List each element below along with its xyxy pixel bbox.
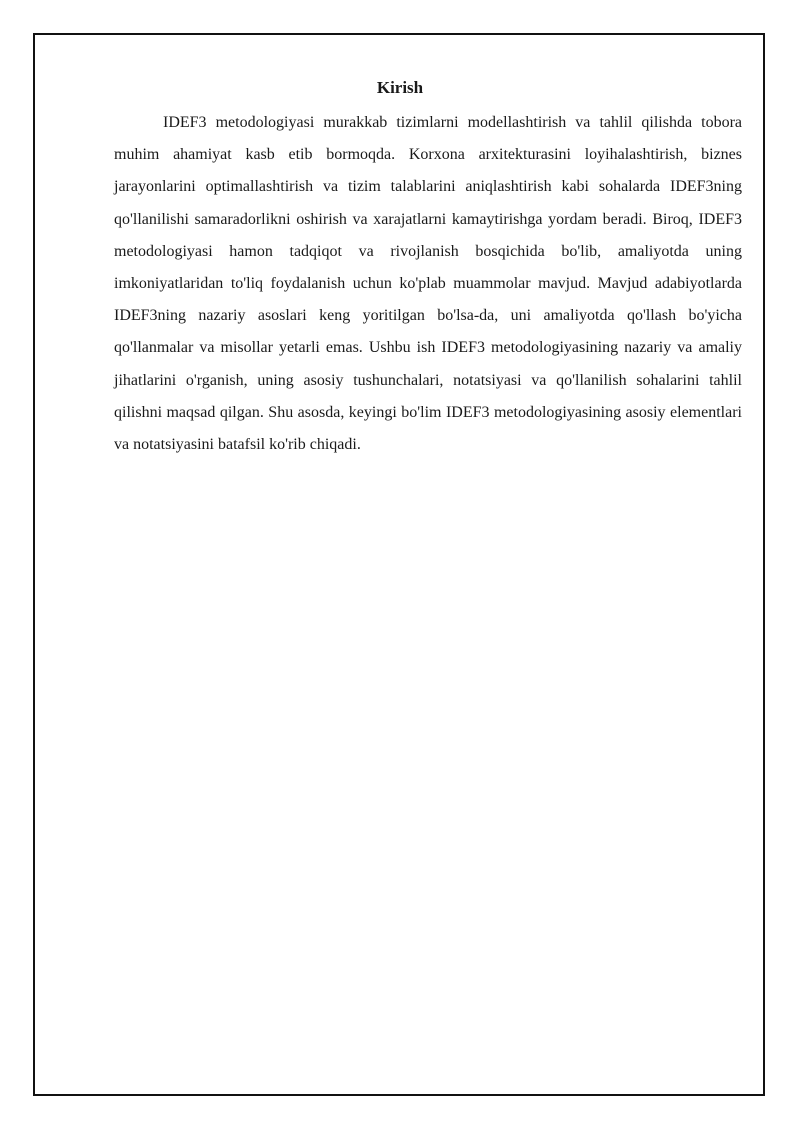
page-title: Kirish <box>376 78 424 97</box>
intro-paragraph: IDEF3 metodologiyasi murakkab tizimlarni modellashtirish va tahlil qilishda tobora muhim ahamiyat kasb etib bormoqda. Korxona arxitekturasini loyihalashtirish, biznes jarayonlarini optimallashtirish va tizim talablarini aniqlashtirish kabi sohalarda IDEF3ning qo'llanilishi samaradorlikni oshirish va xarajatlarni kamaytirishga yordam beradi. Biroq, IDEF3 metodologiyasi hamon tadqiqot va rivojlanish bosqichida bo'lib, amaliyotda uning imkoniyatlaridan to'liq foydalanish uchun ko'plab muammolar mavjud. Mavjud adabiyotlarda IDEF3ning nazariy asoslari keng yoritilgan bo'lsa-da, uni amaliyotda qo'llash bo'yicha qo'llanmalar va misollar yetarli emas. Ushbu ish IDEF3 metodologiyasining nazariy va amaliy jihatlarini o'rganish, uning asosiy tushunchalari, notatsiyasi va qo'llanilish sohalarini tahlil qilishni maqsad qilgan. Shu asosda, keyingi bo'lim IDEF3 metodologiyasining asosiy elementlari va notatsiyasini batafsil ko'rib chiqadi. <box>114 114 742 454</box>
